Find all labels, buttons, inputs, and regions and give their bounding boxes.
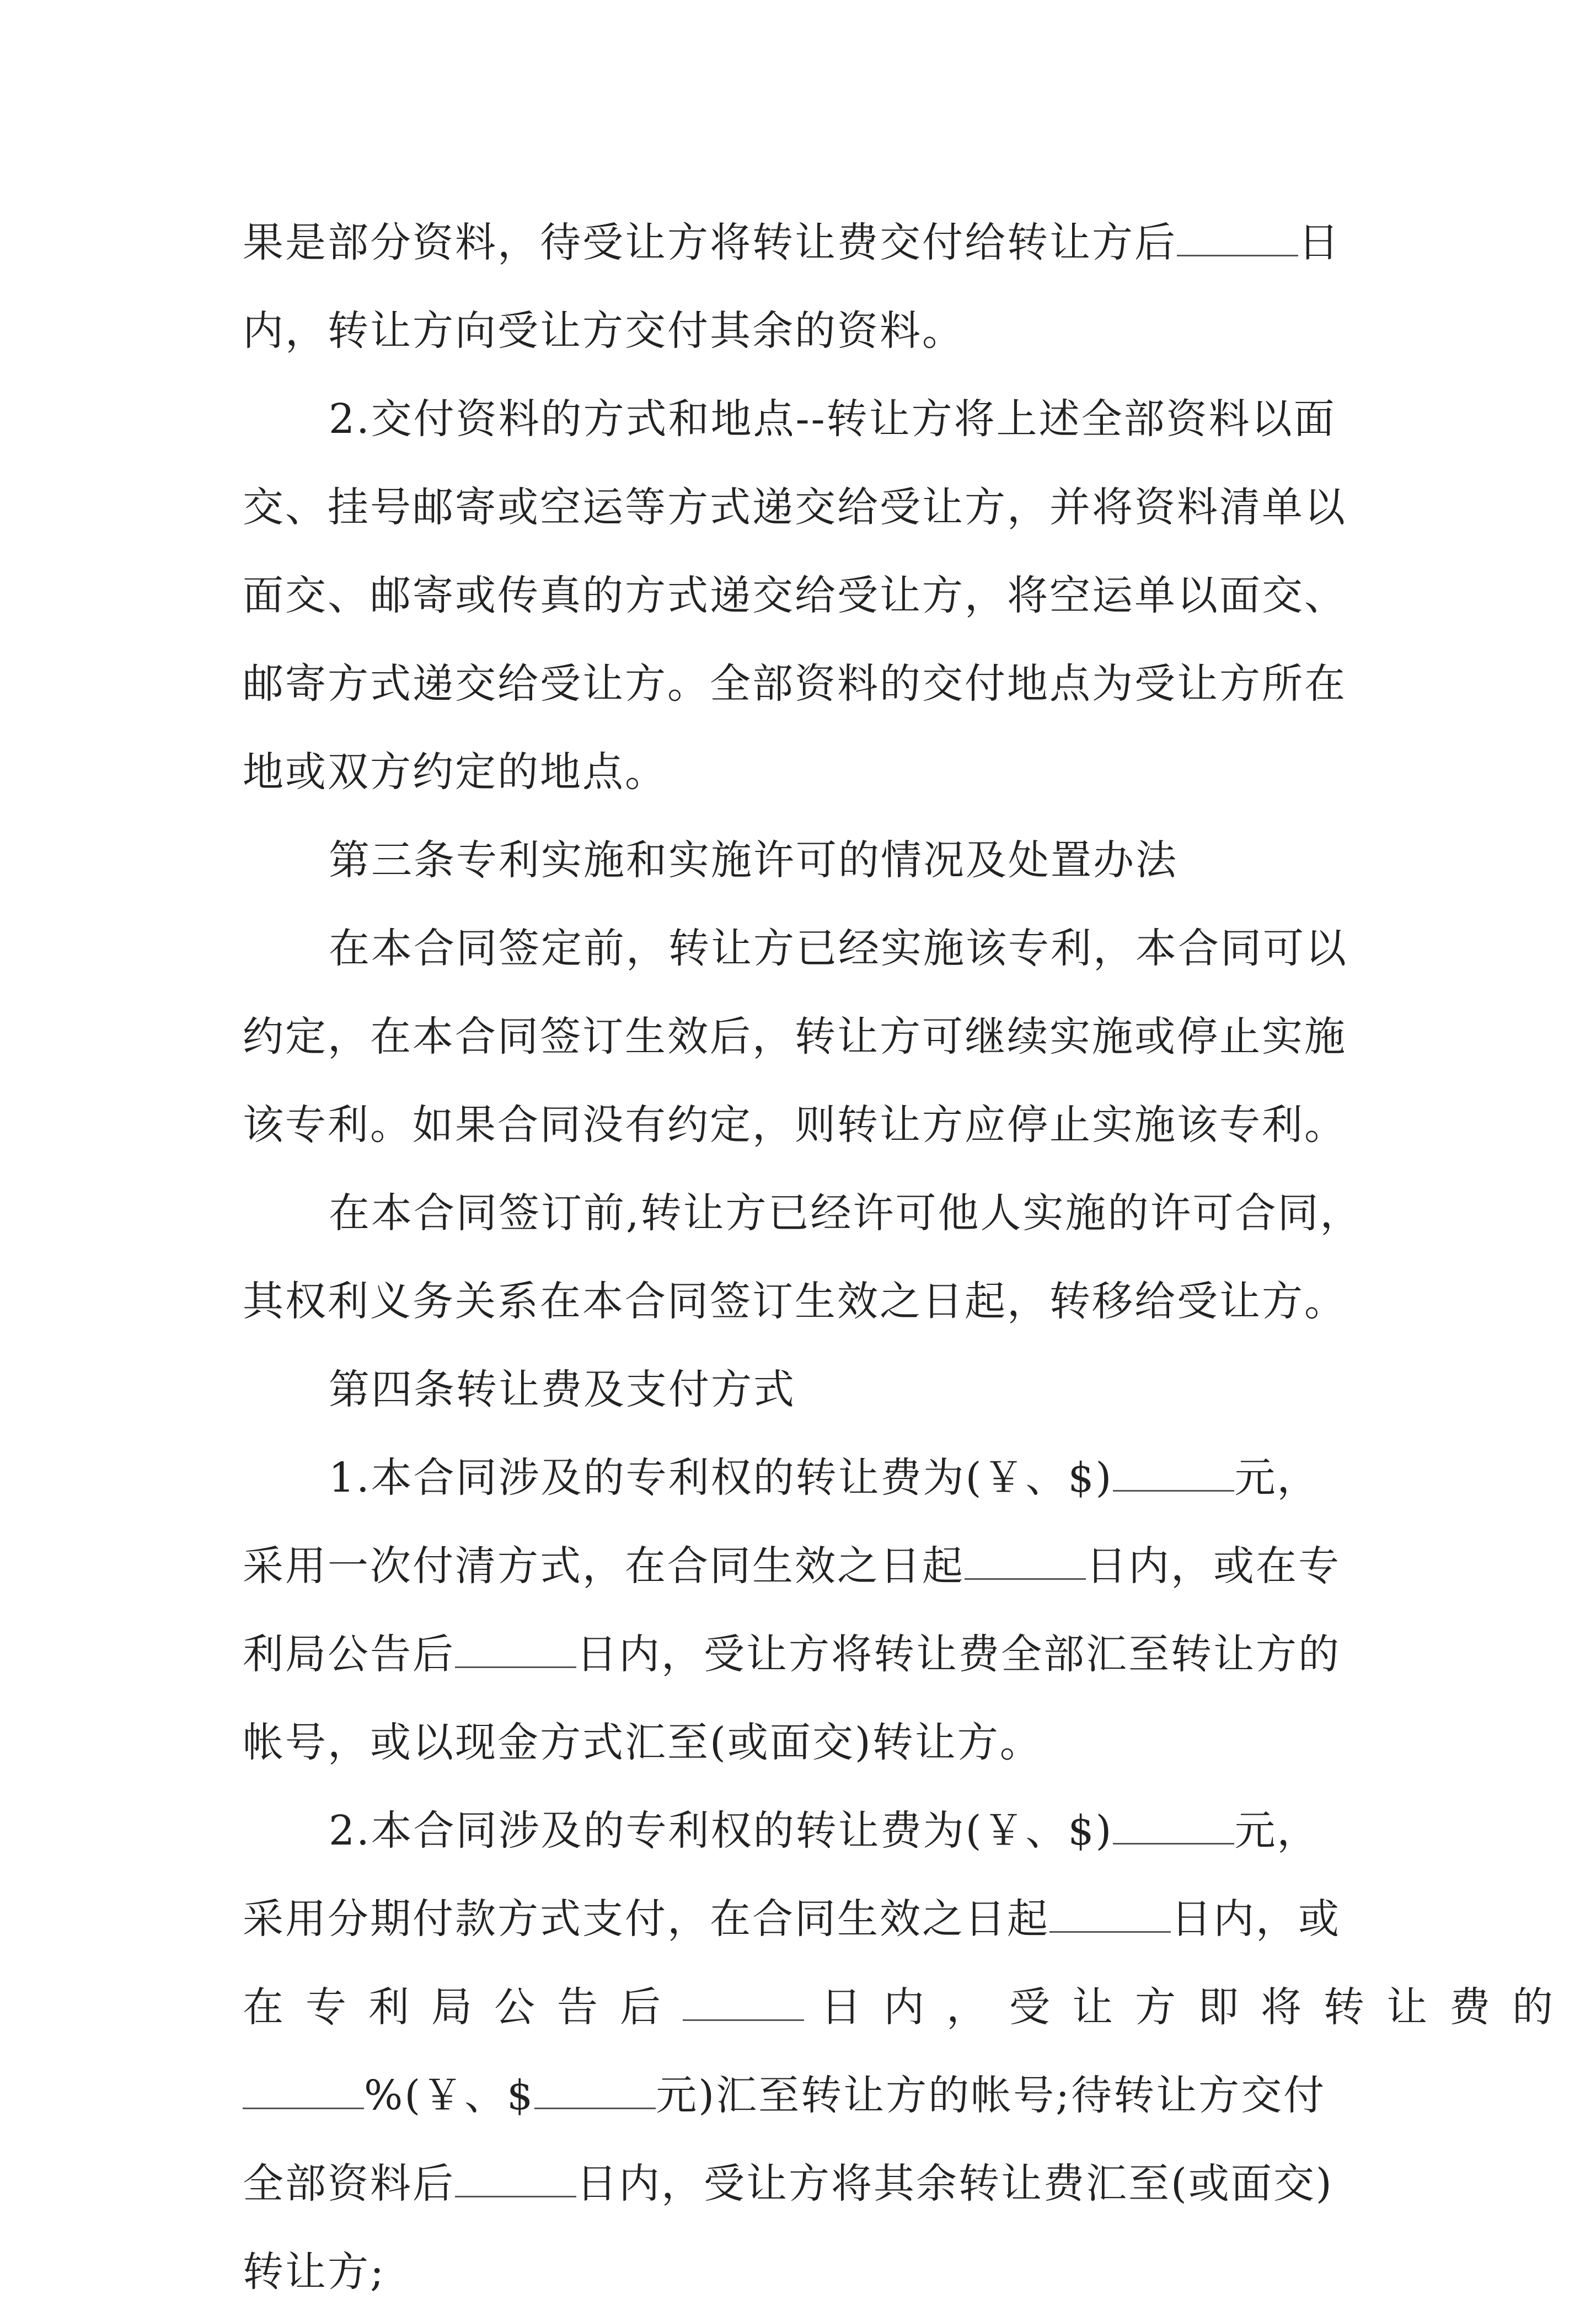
text-segment: 元， <box>1234 1454 1320 1502</box>
text-segment: 第四条转让费及支付方式 <box>329 1366 796 1413</box>
text-line <box>243 1257 1368 1345</box>
fill-in-blank <box>1113 1809 1234 1845</box>
text-segment: 日 <box>1298 219 1341 266</box>
text-segment: 在本合同签定前，转让方已经实施该专利，本合同可以 <box>329 925 1348 972</box>
fill-in-blank <box>1177 221 1298 256</box>
text-line <box>243 2051 1368 2140</box>
text-segment: 在本合同签订前,转让方已经许可他人实施的许可合同， <box>329 1189 1363 1237</box>
text-line <box>243 1169 1368 1257</box>
text-segment: 日内，或 <box>1171 1895 1341 1943</box>
text-line <box>243 2140 1368 2228</box>
text-line <box>243 463 1368 551</box>
text-segment: 其权利义务关系在本合同签订生效之日起，转移给受让方。 <box>243 1278 1347 1325</box>
fill-in-blank <box>455 1632 576 1668</box>
text-line <box>243 1875 1368 1963</box>
text-segment: 利局公告后 <box>243 1631 455 1678</box>
fill-in-blank <box>683 1985 804 2021</box>
text-segment: 该专利。如果合同没有约定，则转让方应停止实施该专利。 <box>243 1101 1347 1149</box>
text-segment: 日内，受让方即将转让费的 <box>821 1983 1575 2031</box>
text-segment: %(￥、$ <box>364 2072 535 2119</box>
fill-in-blank <box>534 2073 656 2109</box>
text-segment: 邮寄方式递交给受让方。全部资料的交付地点为受让方所在 <box>243 660 1347 707</box>
text-line <box>243 1963 1575 2051</box>
text-line <box>243 1434 1368 1522</box>
fill-in-blank <box>455 2162 576 2197</box>
text-line <box>243 1698 1368 1787</box>
fill-in-blank <box>965 1544 1086 1580</box>
text-segment: 2.本合同涉及的专利权的转让费为(￥、$) <box>329 1807 1113 1854</box>
text-line <box>243 904 1368 993</box>
text-segment: 转让方; <box>243 2248 385 2296</box>
fill-in-blank <box>243 2073 364 2109</box>
fill-in-blank <box>1113 1456 1234 1492</box>
text-line <box>243 287 1368 375</box>
text-segment: 2.交付资料的方式和地点--转让方将上述全部资料以面 <box>329 395 1336 443</box>
text-segment: 第三条专利实施和实施许可的情况及处置办法 <box>329 837 1178 884</box>
text-line <box>243 1787 1368 1875</box>
text-segment: 1.本合同涉及的专利权的转让费为(￥、$) <box>329 1454 1113 1502</box>
section-heading <box>243 1345 1368 1434</box>
text-segment: 采用分期付款方式支付，在合同生效之日起 <box>243 1895 1049 1943</box>
text-segment: 采用一次付清方式，在合同生效之日起 <box>243 1542 965 1590</box>
text-line <box>243 551 1368 640</box>
text-line <box>243 728 1368 816</box>
text-line <box>243 1610 1368 1698</box>
text-segment: 地或双方约定的地点。 <box>243 748 667 796</box>
text-line <box>243 199 1368 287</box>
text-segment: 果是部分资料，待受让方将转让费交付给转让方后 <box>243 219 1177 266</box>
text-segment: 交、挂号邮寄或空运等方式递交给受让方，并将资料清单以 <box>243 484 1347 531</box>
text-segment: 元)汇至转让方的帐号;待转让方交付 <box>656 2072 1326 2119</box>
text-line <box>243 993 1368 1081</box>
fill-in-blank <box>1049 1897 1171 1933</box>
text-segment: 元， <box>1234 1807 1320 1854</box>
text-line <box>243 1081 1368 1169</box>
text-segment: 日内，或在专 <box>1086 1542 1341 1590</box>
text-segment: 面交、邮寄或传真的方式递交给受让方，将空运单以面交、 <box>243 572 1347 619</box>
text-line <box>243 1522 1368 1610</box>
text-segment: 在专利局公告后 <box>243 1983 683 2031</box>
text-line <box>243 640 1368 728</box>
text-line <box>243 375 1368 463</box>
text-segment: 内，转让方向受让方交付其余的资料。 <box>243 307 965 355</box>
section-heading <box>243 816 1368 904</box>
contract-body-text <box>243 199 1575 2316</box>
text-segment: 日内，受让方将转让费全部汇至转让方的 <box>576 1631 1341 1678</box>
text-segment: 全部资料后 <box>243 2160 455 2207</box>
text-line <box>243 2228 1368 2316</box>
text-segment: 日内，受让方将其余转让费汇至(或面交) <box>576 2160 1333 2207</box>
text-segment: 帐号，或以现金方式汇至(或面交)转让方。 <box>243 1719 1042 1766</box>
text-segment: 约定，在本合同签订生效后，转让方可继续实施或停止实施 <box>243 1013 1347 1060</box>
